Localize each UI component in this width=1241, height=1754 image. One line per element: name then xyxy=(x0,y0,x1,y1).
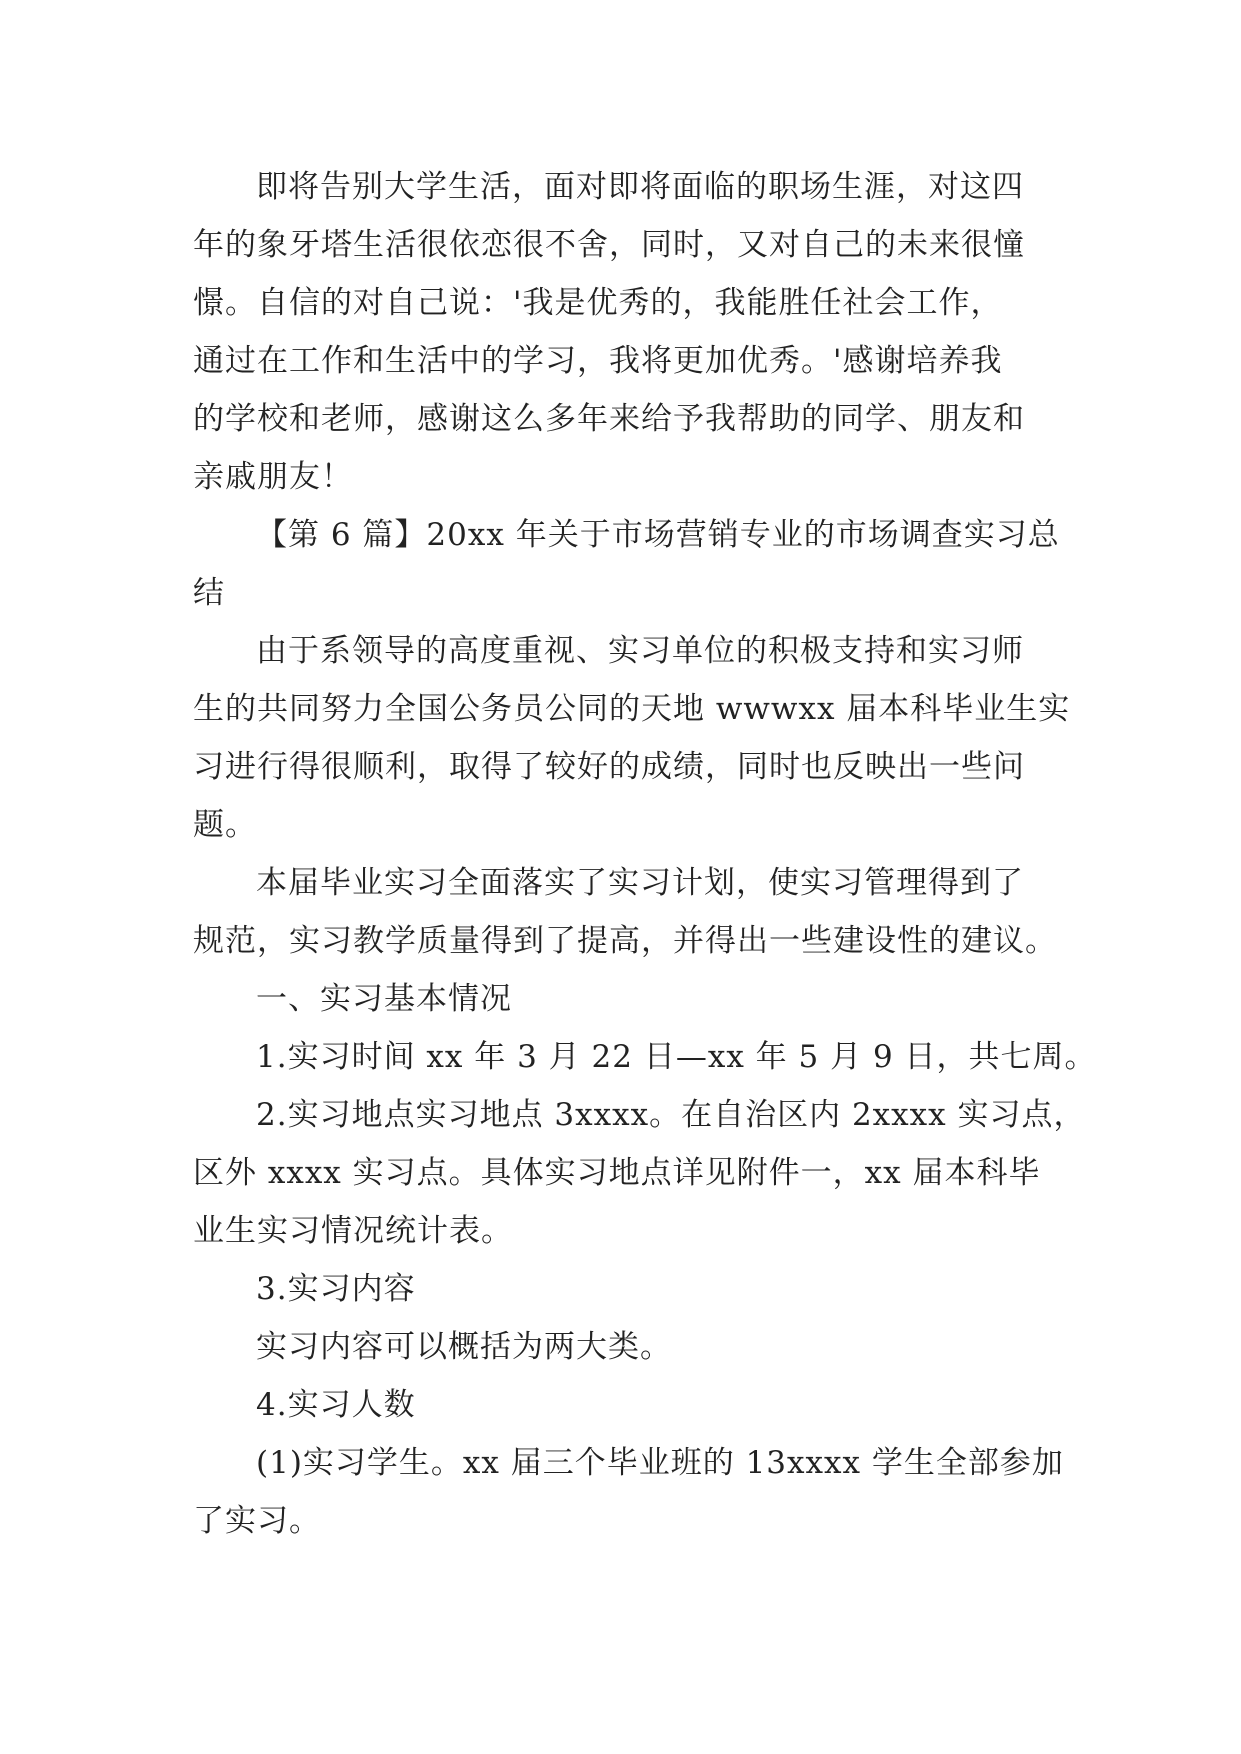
text-line: 习进行得很顺利，取得了较好的成绩，同时也反映出一些问 xyxy=(193,749,1025,785)
text-line: 生的共同努力全国公务员公同的天地 wwwxx 届本科毕业生实 xyxy=(193,691,1071,727)
text-line: 业生实习情况统计表。 xyxy=(193,1213,513,1249)
list-item: (1)实习学生。xx 届三个毕业班的 13xxxx 学生全部参加 xyxy=(256,1445,1064,1481)
text-line: 了实习。 xyxy=(193,1503,321,1539)
text-line: 题。 xyxy=(193,807,257,843)
list-item: 3.实习内容 xyxy=(256,1271,416,1307)
text-line: 亲戚朋友！ xyxy=(193,459,353,495)
section-heading: 【第 6 篇】20xx 年关于市场营销专业的市场调查实习总 xyxy=(256,517,1060,553)
text-line: 实习内容可以概括为两大类。 xyxy=(256,1329,672,1365)
list-item: 1.实习时间 xx 年 3 月 22 日—xx 年 5 月 9 日，共七周。 xyxy=(256,1039,1097,1075)
text-line: 憬。自信的对自己说：'我是优秀的，我能胜任社会工作， xyxy=(193,285,1003,321)
text-line: 规范，实习教学质量得到了提高，并得出一些建设性的建议。 xyxy=(193,923,1057,959)
text-line: 年的象牙塔生活很依恋很不舍，同时，又对自己的未来很憧 xyxy=(193,227,1025,263)
text-line: 即将告别大学生活，面对即将面临的职场生涯，对这四 xyxy=(256,169,1024,205)
text-line: 通过在工作和生活中的学习，我将更加优秀。'感谢培养我 xyxy=(193,343,1003,379)
section-heading-continued: 结 xyxy=(193,575,225,611)
list-item: 4.实习人数 xyxy=(256,1387,416,1423)
document-body xyxy=(193,158,1097,1550)
text-line: 区外 xxxx 实习点。具体实习地点详见附件一，xx 届本科毕 xyxy=(193,1155,1041,1191)
subsection-heading: 一、实习基本情况 xyxy=(256,981,512,1017)
text-line: 由于系领导的高度重视、实习单位的积极支持和实习师 xyxy=(256,633,1024,669)
text-line: 本届毕业实习全面落实了实习计划，使实习管理得到了 xyxy=(256,865,1024,901)
list-item: 2.实习地点实习地点 3xxxx。在自治区内 2xxxx 实习点， xyxy=(256,1097,1086,1133)
text-line: 的学校和老师，感谢这么多年来给予我帮助的同学、朋友和 xyxy=(193,401,1025,437)
